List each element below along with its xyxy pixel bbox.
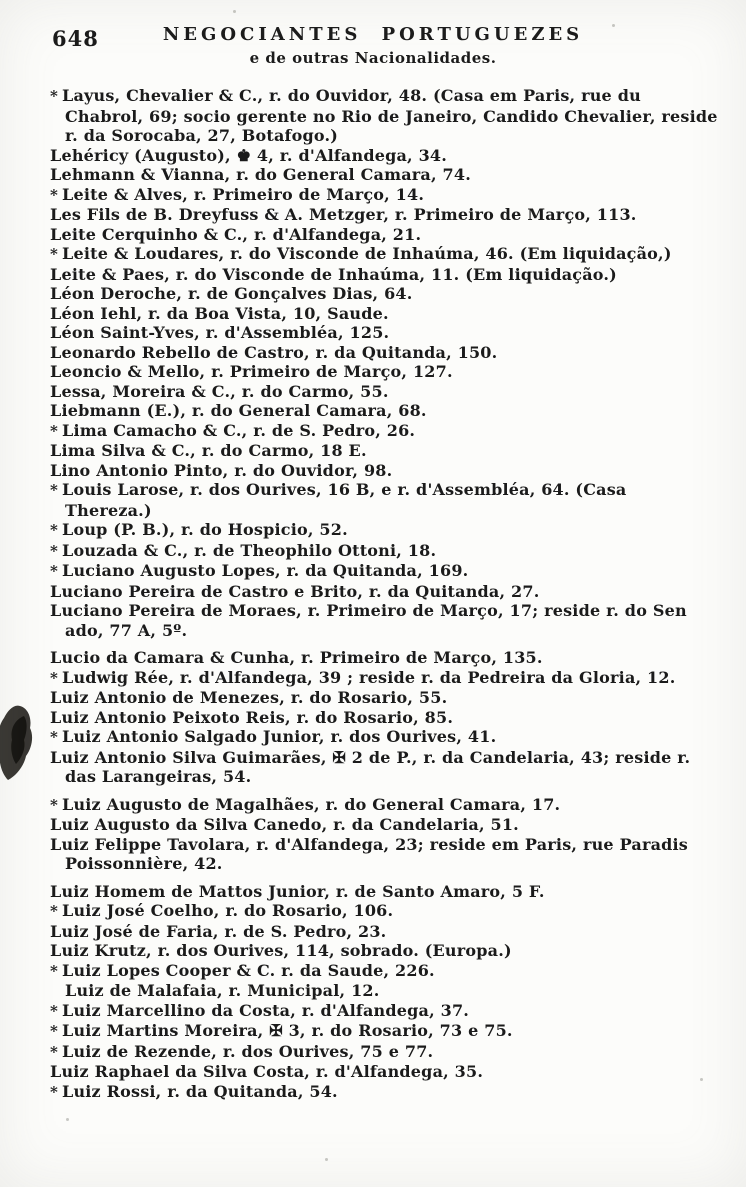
directory-entry — [50, 1062, 718, 1082]
asterisk-marker: * — [50, 87, 59, 105]
directory-entry — [50, 304, 718, 324]
entry-text: Luiz José Coelho, r. do Rosario, 106. — [62, 901, 394, 920]
directory-entry — [50, 601, 718, 640]
asterisk-marker: * — [50, 795, 59, 814]
directory-entry — [50, 323, 718, 343]
ink-blot — [0, 702, 42, 788]
entry-text: Leite & Alves, r. Primeiro de Março, 14. — [62, 184, 425, 204]
asterisk-marker: * — [50, 728, 59, 746]
directory-entry — [50, 520, 718, 541]
directory-entry — [50, 146, 718, 166]
entry-text: Luiz Antonio Silva Guimarães, ✠ 2 de P., r. da Candelaria, 43; reside r. das Larangeiras, 54. — [50, 747, 691, 786]
directory-entry — [50, 748, 718, 787]
asterisk-marker: * — [50, 521, 59, 539]
entry-text: Loup (P. B.), r. do Hospicio, 52. — [62, 520, 348, 539]
entry-text: Léon Saint-Yves, r. d'Assembléa, 125. — [50, 323, 390, 342]
scan-speck — [325, 1158, 328, 1161]
asterisk-marker: * — [50, 185, 59, 204]
directory-entry — [50, 901, 718, 922]
directory-entry — [50, 185, 718, 206]
directory-entry — [50, 795, 718, 816]
entry-text: Louis Larose, r. dos Ourives, 16 B, e r. d'Assembléa, 64. (Casa Thereza.) — [62, 480, 627, 520]
page-subtitle: e de outras Nacionalidades. — [249, 49, 497, 67]
entry-text: Luiz Marcellino da Costa, r. d'Alfandega, 37. — [62, 1000, 470, 1020]
entry-text: Luciano Pereira de Castro e Brito, r. da Quitanda, 27. — [50, 581, 540, 601]
entry-text: Luiz de Malafaia, r. Municipal, 12. — [65, 981, 380, 1000]
directory-entry — [50, 244, 718, 265]
entry-text: Leite Cerquinho & C., r. d'Alfandega, 21. — [50, 224, 422, 244]
entry-text: Leoncio & Mello, r. Primeiro de Março, 127. — [50, 362, 453, 381]
asterisk-marker: * — [50, 1042, 59, 1061]
directory-entry — [50, 165, 718, 185]
asterisk-marker: * — [50, 562, 59, 580]
directory-entry — [50, 1001, 718, 1022]
entry-text: Luiz Homem de Mattos Junior, r. de Santo Amaro, 5 F. — [50, 881, 545, 901]
entry-text: Léon Deroche, r. de Gonçalves Dias, 64. — [50, 284, 413, 303]
directory-entry — [50, 961, 718, 982]
entry-text: Luiz Martins Moreira, ✠ 3, r. do Rosario, 73 e 75. — [62, 1021, 513, 1040]
entry-text: Luiz Felippe Tavolara, r. d'Alfandega, 23; reside em Paris, rue Paradis Poissonnière, 42. — [50, 834, 689, 873]
scan-speck — [612, 24, 615, 27]
directory-entry — [50, 541, 718, 562]
entry-text: Lessa, Moreira & C., r. do Carmo, 55. — [50, 381, 389, 401]
entry-text: Lehmann & Vianna, r. do General Camara, 74. — [50, 165, 471, 184]
directory-entry — [50, 480, 718, 520]
entry-text: Louzada & C., r. de Theophilo Ottoni, 18. — [62, 540, 437, 560]
entry-text: Luiz Antonio Salgado Junior, r. dos Ourives, 41. — [62, 727, 497, 746]
directory-entry — [50, 343, 718, 363]
entry-text: Leite & Loudares, r. do Visconde de Inhaúma, 46. (Em liquidação,) — [62, 244, 672, 263]
entry-text: Lima Camacho & C., r. de S. Pedro, 26. — [62, 420, 416, 440]
directory-entry — [50, 815, 718, 835]
directory-entry — [50, 941, 718, 961]
directory-entry — [50, 582, 718, 602]
directory-entry — [50, 284, 718, 304]
directory-entry — [50, 727, 718, 748]
directory-entry — [50, 265, 718, 285]
entry-text: Leite & Paes, r. do Visconde de Inhaúma, 11. (Em liquidação.) — [50, 264, 617, 284]
entry-text: Lucio da Camara & Cunha, r. Primeiro de Março, 135. — [50, 648, 543, 667]
page-title: NEGOCIANTES PORTUGUEZES — [162, 24, 584, 45]
directory-entry — [50, 441, 718, 461]
directory-entry — [50, 1082, 718, 1103]
directory-entry — [50, 205, 718, 225]
entry-text: Luiz Antonio Peixoto Reis, r. do Rosario, 85. — [50, 707, 454, 727]
scan-speck — [233, 10, 236, 13]
asterisk-marker: * — [50, 902, 59, 920]
directory-entry — [50, 421, 718, 442]
entry-text: Leonardo Rebello de Castro, r. da Quitanda, 150. — [50, 342, 498, 362]
directory-entry — [50, 362, 718, 382]
asterisk-marker: * — [50, 541, 59, 560]
entry-text: Les Fils de B. Dreyfuss & A. Metzger, r. Primeiro de Março, 113. — [50, 205, 637, 224]
entry-text: Liebmann (E.), r. do General Camara, 68. — [50, 401, 427, 420]
scan-speck — [66, 1118, 69, 1121]
directory-entry — [50, 1021, 718, 1042]
entry-text: Layus, Chevalier & C., r. do Ouvidor, 48. (Casa em Paris, rue du Chabrol, 69; socio gerente no Rio de Janeiro, Candido Chevalier, reside r. da Sorocaba, 27, Botafogo.) — [62, 86, 718, 145]
entry-text: Luiz Augusto da Silva Canedo, r. da Candelaria, 51. — [50, 815, 519, 834]
entry-text: Luiz Antonio de Menezes, r. do Rosario, 55. — [50, 688, 448, 707]
directory-entry — [50, 561, 718, 582]
page-number: 648 — [52, 26, 99, 51]
asterisk-marker: * — [50, 481, 59, 499]
entry-text: Luiz Krutz, r. dos Ourives, 114, sobrado. (Europa.) — [50, 941, 512, 960]
directory-entry — [50, 461, 718, 481]
asterisk-marker: * — [50, 1022, 59, 1040]
entry-text: Luiz José de Faria, r. de S. Pedro, 23. — [50, 921, 387, 941]
entry-text: Lehéricy (Augusto), ♚ 4, r. d'Alfandega, 34. — [50, 145, 448, 165]
entry-text: Luiz Augusto de Magalhães, r. do General Camara, 17. — [62, 794, 561, 814]
scan-speck — [700, 1078, 703, 1081]
directory-list — [50, 86, 718, 1102]
directory-entry — [50, 835, 718, 874]
entry-text: Luiz de Rezende, r. dos Ourives, 75 e 77. — [62, 1041, 434, 1061]
directory-entry — [50, 401, 718, 421]
asterisk-marker: * — [50, 668, 59, 687]
directory-entry — [50, 688, 718, 708]
entry-text: Lino Antonio Pinto, r. do Ouvidor, 98. — [50, 460, 393, 480]
directory-entry — [50, 668, 718, 689]
entry-text: Ludwig Rée, r. d'Alfandega, 39 ; reside r. da Pedreira da Gloria, 12. — [62, 667, 676, 687]
directory-entry — [50, 981, 718, 1001]
entry-text: Luiz Lopes Cooper & C. r. da Saude, 226. — [62, 960, 435, 980]
entry-text: Luiz Raphael da Silva Costa, r. d'Alfandega, 35. — [50, 1062, 484, 1081]
asterisk-marker: * — [50, 961, 59, 980]
entry-text: Luciano Augusto Lopes, r. da Quitanda, 169. — [62, 561, 469, 580]
asterisk-marker: * — [50, 1001, 59, 1020]
asterisk-marker: * — [50, 1082, 59, 1101]
directory-entry — [50, 648, 718, 668]
page-header — [0, 24, 746, 67]
entry-text: Lima Silva & C., r. do Carmo, 18 E. — [50, 441, 367, 460]
directory-entry — [50, 922, 718, 942]
directory-entry — [50, 86, 718, 146]
directory-entry — [50, 882, 718, 902]
directory-entry — [50, 708, 718, 728]
entry-text: Luiz Rossi, r. da Quitanda, 54. — [62, 1081, 338, 1101]
entry-text: Léon Iehl, r. da Boa Vista, 10, Saude. — [50, 303, 389, 323]
asterisk-marker: * — [50, 245, 59, 263]
directory-entry — [50, 382, 718, 402]
asterisk-marker: * — [50, 421, 59, 440]
directory-entry — [50, 1042, 718, 1063]
directory-entry — [50, 225, 718, 245]
entry-text: Luciano Pereira de Moraes, r. Primeiro de Março, 17; reside r. do Sen ado, 77 A, 5º. — [50, 601, 687, 640]
